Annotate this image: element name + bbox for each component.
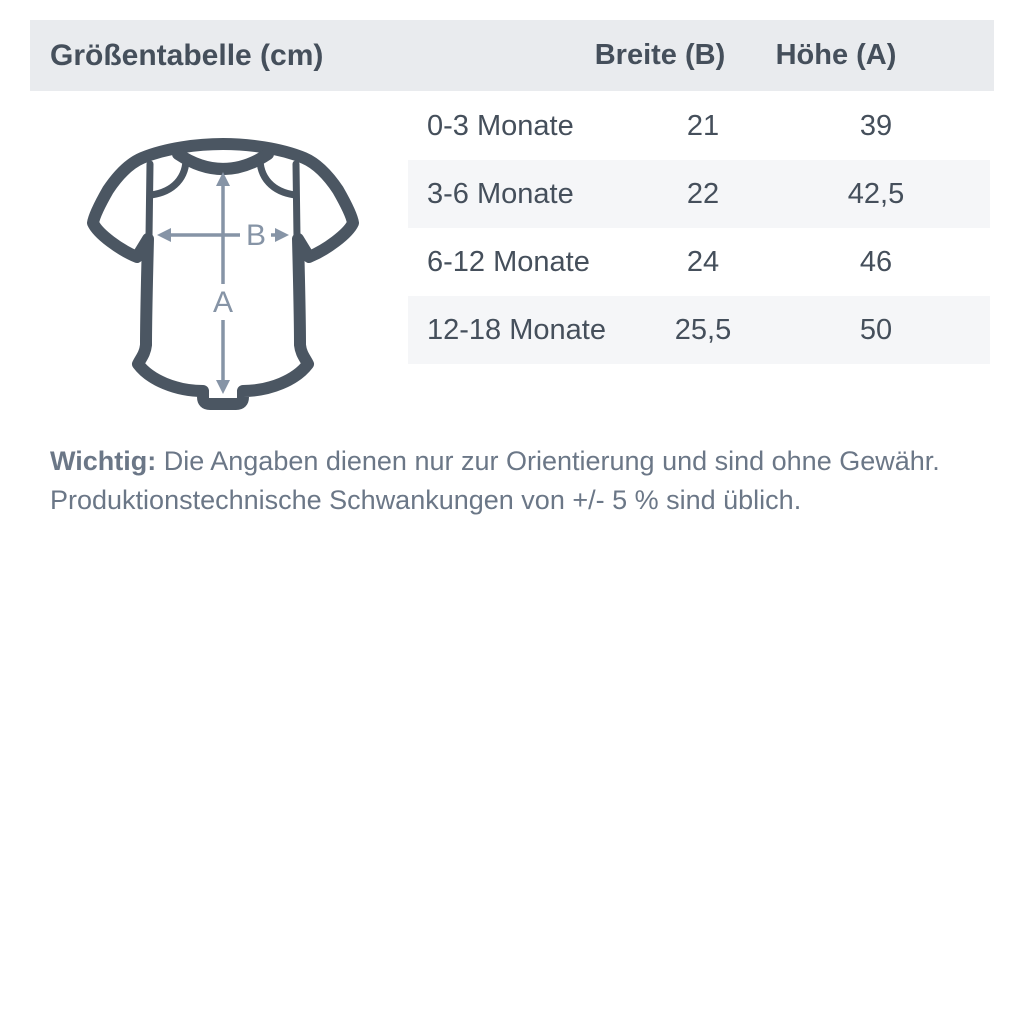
disclaimer-note-bold: Wichtig: [50, 446, 157, 476]
breite-value: 21 [686, 110, 720, 142]
left-shoulder-seam-icon [149, 164, 150, 237]
hoehe-value: 46 [859, 246, 893, 278]
size-label: 0-3 Monate [427, 110, 574, 142]
width-label: B [245, 219, 267, 252]
table-row [408, 296, 990, 364]
hoehe-value: 42,5 [847, 178, 905, 210]
right-shoulder-seam-icon [296, 164, 297, 237]
column-header-hoehe: Höhe (A) [775, 39, 897, 71]
table-title: Größentabelle (cm) [50, 39, 324, 72]
disclaimer-note [50, 442, 966, 520]
breite-value: 22 [686, 178, 720, 210]
height-label: A [212, 286, 234, 319]
breite-value: 25,5 [674, 314, 732, 346]
table-row [408, 92, 990, 160]
size-table-rows [408, 92, 990, 364]
size-label: 3-6 Monate [427, 178, 574, 210]
hoehe-value: 50 [859, 314, 893, 346]
disclaimer-note-text: Die Angaben dienen nur zur Orientierung und sind ohne Gewähr. Produktionstechnische Schwankungen von +/- 5 % sind üblich. [50, 446, 940, 515]
size-label: 6-12 Monate [427, 246, 590, 278]
table-row [408, 228, 990, 296]
table-row [408, 160, 990, 228]
column-header-breite: Breite (B) [594, 39, 726, 71]
hoehe-value: 39 [859, 110, 893, 142]
bodysuit-diagram [78, 128, 370, 413]
size-label: 12-18 Monate [427, 314, 606, 346]
breite-value: 24 [686, 246, 720, 278]
table-header [30, 20, 994, 91]
